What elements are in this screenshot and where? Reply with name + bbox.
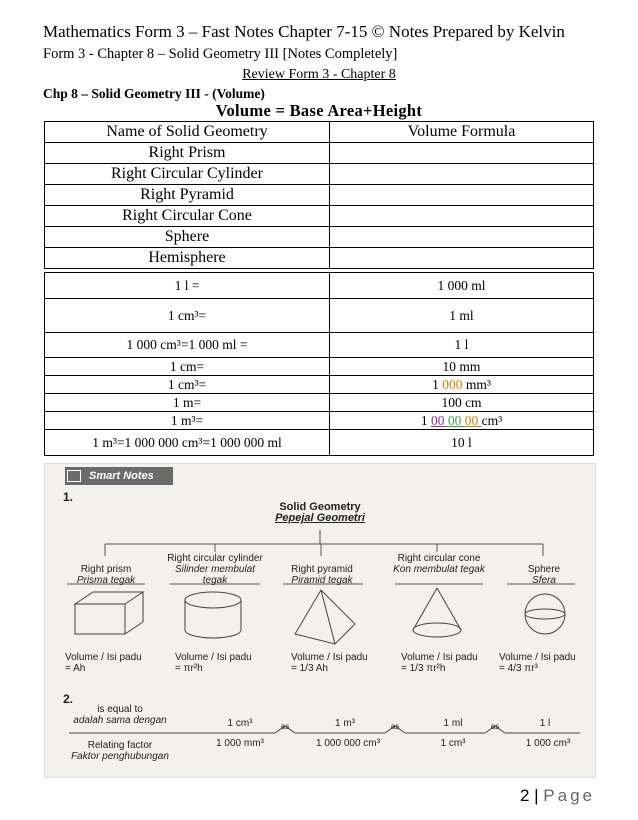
unit-lhs: 1 000 cm³=1 000 ml =: [45, 333, 330, 358]
table-row: [45, 299, 594, 333]
unit-lhs: 1 l =: [45, 273, 330, 299]
chain-bottom: 1 000 000 cm³: [316, 738, 380, 749]
root-subtitle: Pepejal Geometri: [275, 512, 365, 524]
formula-sphere: [499, 652, 591, 674]
formula-cell: [330, 143, 594, 164]
unit-lhs: 1 m³=: [45, 412, 330, 430]
sphere-shape: [525, 594, 565, 634]
chain-bottom: 1 000 mm³: [216, 738, 264, 749]
solids-table: [44, 121, 594, 269]
table-header-name: Name of Solid Geometry: [45, 122, 330, 143]
solid-ms: Silinder membulat tegak: [174, 564, 256, 586]
chain-bottom: 1 cm³: [440, 738, 466, 749]
solid-ms: Piramid tegak: [291, 575, 353, 586]
chapter-title: Chp 8 – Solid Geometry III - (Volume): [43, 86, 265, 101]
unit-text: mm³: [465, 376, 491, 392]
digit-group: 00: [430, 412, 448, 428]
chain-top: 1 ml: [443, 718, 463, 729]
formula-label: Volume / Isi padu: [401, 652, 478, 663]
table-row: [45, 227, 594, 248]
table-row: [45, 206, 594, 227]
unit-rhs-colored: [330, 412, 594, 430]
table-row: [45, 394, 594, 412]
table-header-row: [45, 122, 594, 143]
solid-label-cylinder: [163, 553, 267, 586]
solid-label-pyramid: [279, 564, 365, 586]
prism-shape: [75, 592, 143, 634]
formula-label: Volume / Isi padu: [175, 652, 252, 663]
smart-notes-figure: [44, 463, 596, 778]
factor-label: [65, 740, 175, 762]
formula-value: = 1/3 πr²h: [401, 663, 446, 674]
note-number-1: 1.: [63, 490, 74, 504]
table-row: [45, 376, 594, 394]
page-header: Mathematics Form 3 – Fast Notes Chapter 7-15 © Notes Prepared by Kelvin: [43, 22, 565, 41]
digit-group: 00: [464, 412, 482, 428]
equal-label: [65, 704, 175, 726]
table-row: [45, 143, 594, 164]
tree-connectors: [45, 464, 597, 779]
table-row: [45, 248, 594, 269]
solid-label-cone: [391, 553, 487, 575]
formula-value: = 4/3 πr³: [499, 663, 538, 674]
solid-ms: Kon membulat tegak: [393, 564, 485, 575]
solid-en: Right circular cylinder: [167, 553, 263, 564]
root-title: Solid Geometry: [279, 501, 361, 513]
page-label: Page: [543, 786, 595, 805]
smart-notes-tag: Smart Notes: [65, 467, 173, 485]
solid-label-prism: [67, 564, 145, 586]
solid-en: Right circular cone: [397, 553, 481, 564]
solid-name: Right Prism: [45, 143, 330, 164]
page-number: 2: [519, 786, 530, 805]
solid-label-sphere: [513, 564, 575, 586]
digit-group: 1: [432, 376, 443, 392]
digit-group: 1: [420, 412, 431, 428]
formula-prism: [65, 652, 155, 674]
solid-name: Sphere: [45, 227, 330, 248]
as-label: as: [490, 722, 500, 731]
solid-en: Sphere: [527, 564, 561, 575]
unit-lhs: 1 m³=1 000 000 cm³=1 000 000 ml: [45, 430, 330, 456]
digit-group: 00: [447, 412, 465, 428]
as-label: as: [280, 722, 290, 731]
table-row: [45, 185, 594, 206]
formula-cell: [330, 248, 594, 269]
unit-rhs: 10 l: [330, 430, 594, 456]
units-table: [44, 272, 594, 456]
digit-group: 000: [442, 376, 466, 392]
unit-lhs: 1 m=: [45, 394, 330, 412]
solid-en: Right prism: [80, 564, 132, 575]
formula-cylinder: [175, 652, 265, 674]
table-header-formula: Volume Formula: [330, 122, 594, 143]
table-row: [45, 358, 594, 376]
chain-top: 1 cm³: [227, 718, 253, 729]
solid-ms: Sfera: [532, 575, 556, 586]
digit-group: cm³: [481, 412, 503, 428]
unit-lhs: 1 cm³=: [45, 299, 330, 333]
note-number-2: 2.: [63, 692, 74, 706]
solid-en: Right pyramid: [291, 564, 353, 575]
solid-name: Hemisphere: [45, 248, 330, 269]
unit-rhs: 1 l: [330, 333, 594, 358]
table-row: [45, 333, 594, 358]
chain-top: 1 l: [539, 718, 551, 729]
pyramid-shape: [295, 590, 355, 644]
review-link[interactable]: Review Form 3 - Chapter 8: [242, 67, 396, 82]
chain-top: 1 m³: [335, 718, 355, 729]
formula-pyramid: [291, 652, 381, 674]
unit-rhs: 100 cm: [330, 394, 594, 412]
formula-cell: [330, 227, 594, 248]
table-row: [45, 412, 594, 430]
equal-ms: adalah sama dengan: [73, 715, 167, 726]
solid-name: Right Pyramid: [45, 185, 330, 206]
unit-lhs: 1 cm=: [45, 358, 330, 376]
table-row: [45, 164, 594, 185]
formula-value: = Ah: [65, 663, 86, 674]
page-footer: [520, 786, 595, 806]
cone-shape: [413, 588, 461, 637]
solid-name: Right Circular Cylinder: [45, 164, 330, 185]
unit-rhs: 10 mm: [330, 358, 594, 376]
unit-lhs: 1 cm³=: [45, 376, 330, 394]
table-row: [45, 430, 594, 456]
formula-label: Volume / Isi padu: [291, 652, 368, 663]
equal-en: is equal to: [97, 704, 143, 715]
unit-rhs: 1 ml: [330, 299, 594, 333]
chain-bottom: 1 000 cm³: [525, 738, 571, 749]
cylinder-shape: [185, 592, 241, 638]
formula-value: = 1/3 Ah: [291, 663, 328, 674]
factor-en: Relating factor: [87, 740, 153, 751]
factor-ms: Faktor penghubungan: [71, 751, 169, 762]
unit-rhs: 1 000 ml: [330, 273, 594, 299]
formula-cell: [330, 164, 594, 185]
formula-value: = πr²h: [175, 663, 203, 674]
solid-name: Right Circular Cone: [45, 206, 330, 227]
volume-heading: Volume = Base Area+Height: [215, 101, 423, 120]
solid-ms: Prisma tegak: [76, 575, 136, 586]
page-separator: |: [529, 786, 544, 805]
as-label: as: [390, 722, 400, 731]
formula-cell: [330, 206, 594, 227]
notes-subheader: Form 3 - Chapter 8 – Solid Geometry III [Notes Completely]: [43, 46, 398, 62]
formula-cone: [401, 652, 493, 674]
formula-label: Volume / Isi padu: [65, 652, 142, 663]
formula-label: Volume / Isi padu: [499, 652, 576, 663]
unit-rhs-text: [432, 377, 491, 392]
table-row: [45, 273, 594, 299]
unit-rhs-colored: [330, 376, 594, 394]
formula-cell: [330, 185, 594, 206]
